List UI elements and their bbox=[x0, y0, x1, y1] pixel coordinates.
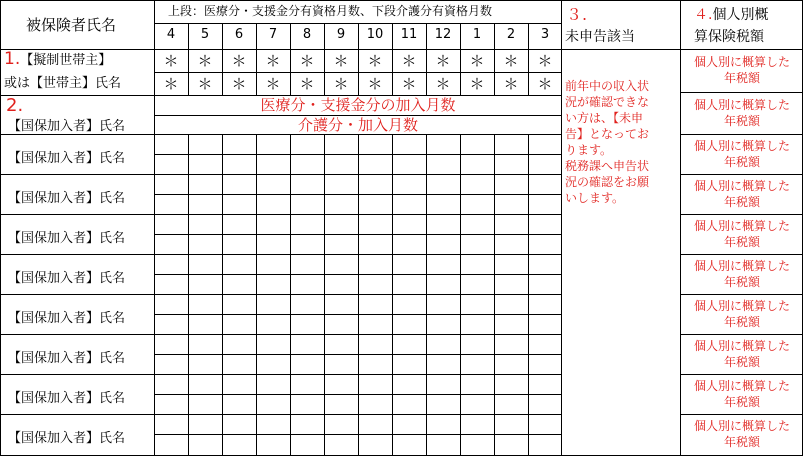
col4-header-line1: ４.個人別概 bbox=[694, 7, 769, 23]
member-name-label: 【国保加入者】氏名 bbox=[8, 391, 126, 406]
star-mark: ＊ bbox=[265, 52, 281, 70]
star-mark: ＊ bbox=[265, 75, 281, 93]
star-mark: ＊ bbox=[469, 75, 485, 93]
estimated-tax-cell: 個人別に概算した 年税額 bbox=[693, 139, 790, 169]
member-name-label: 【国保加入者】氏名 bbox=[8, 311, 126, 326]
member-name-label: 【国保加入者】氏名 bbox=[8, 151, 126, 166]
row1-number: 1. bbox=[4, 49, 21, 69]
star-mark: ＊ bbox=[197, 52, 213, 70]
star-mark: ＊ bbox=[537, 52, 553, 70]
col4-header-line2: 算保険税額 bbox=[694, 29, 764, 45]
star-mark: ＊ bbox=[333, 75, 349, 93]
month-8: 8 bbox=[302, 27, 312, 42]
month-2: 2 bbox=[506, 27, 516, 42]
estimated-tax-cell: 個人別に概算した 年税額 bbox=[693, 179, 790, 209]
member-name-label: 【国保加入者】氏名 bbox=[8, 431, 126, 446]
months-title: 上段：医療分・支援金分有資格月数、下段介護分有資格月数 bbox=[168, 4, 493, 18]
col3-header: 未申告該当 bbox=[565, 29, 635, 45]
member-name-label: 【国保加入者】氏名 bbox=[8, 191, 126, 206]
household-head-label: 1.【擬制世帯主】 bbox=[4, 49, 112, 69]
estimated-tax-cell: 個人別に概算した 年税額 bbox=[693, 219, 790, 249]
star-mark: ＊ bbox=[435, 52, 451, 70]
estimated-tax-cell: 個人別に概算した 年税額 bbox=[693, 339, 790, 369]
unreported-note: 前年中の収入状 況が確認できな い方は、【未申 告】となってお ります。 税務課へ申告状 況の確認をお願 いします。 bbox=[565, 79, 650, 205]
star-mark: ＊ bbox=[367, 75, 383, 93]
member-name-label: 【国保加入者】氏名 bbox=[8, 271, 126, 286]
estimated-tax-cell: 個人別に概算した 年税額 bbox=[693, 55, 790, 85]
star-mark: ＊ bbox=[503, 75, 519, 93]
star-mark: ＊ bbox=[537, 75, 553, 93]
star-mark: ＊ bbox=[401, 52, 417, 70]
star-mark: ＊ bbox=[401, 75, 417, 93]
month-10: 10 bbox=[366, 27, 384, 42]
star-mark: ＊ bbox=[333, 52, 349, 70]
estimated-tax-cell: 個人別に概算した 年税額 bbox=[693, 98, 790, 128]
household-head-label-2: 或は【世帯主】氏名 bbox=[4, 76, 122, 91]
col3-number: ３. bbox=[566, 5, 588, 24]
month-4: 4 bbox=[166, 27, 176, 42]
month-9: 9 bbox=[336, 27, 346, 42]
month-5: 5 bbox=[200, 27, 210, 42]
section2-number: 2. bbox=[6, 95, 24, 116]
star-mark: ＊ bbox=[231, 75, 247, 93]
member-name-label: 【国保加入者】氏名 bbox=[8, 351, 126, 366]
star-mark: ＊ bbox=[163, 75, 179, 93]
col4-number: ４. bbox=[694, 7, 713, 23]
month-12: 12 bbox=[434, 27, 452, 42]
month-7: 7 bbox=[268, 27, 278, 42]
month-1: 1 bbox=[472, 27, 482, 42]
star-mark: ＊ bbox=[503, 52, 519, 70]
section2-member-label: 【国保加入者】氏名 bbox=[8, 119, 126, 134]
estimated-tax-cell: 個人別に概算した 年税額 bbox=[693, 419, 790, 449]
star-mark: ＊ bbox=[299, 52, 315, 70]
star-mark: ＊ bbox=[469, 52, 485, 70]
estimated-tax-cell: 個人別に概算した 年税額 bbox=[693, 379, 790, 409]
star-mark: ＊ bbox=[197, 75, 213, 93]
name-column-header: 被保険者氏名 bbox=[26, 16, 117, 34]
month-6: 6 bbox=[234, 27, 244, 42]
star-mark: ＊ bbox=[435, 75, 451, 93]
month-3: 3 bbox=[540, 27, 550, 42]
estimated-tax-cell: 個人別に概算した 年税額 bbox=[693, 299, 790, 329]
star-mark: ＊ bbox=[163, 52, 179, 70]
star-mark: ＊ bbox=[231, 52, 247, 70]
star-mark: ＊ bbox=[367, 52, 383, 70]
member-name-label: 【国保加入者】氏名 bbox=[8, 231, 126, 246]
medical-months-label: 医療分・支援金分の加入月数 bbox=[260, 96, 456, 114]
month-11: 11 bbox=[400, 27, 418, 42]
star-mark: ＊ bbox=[299, 75, 315, 93]
care-months-label: 介護分・加入月数 bbox=[297, 116, 418, 134]
estimated-tax-cell: 個人別に概算した 年税額 bbox=[693, 259, 790, 289]
